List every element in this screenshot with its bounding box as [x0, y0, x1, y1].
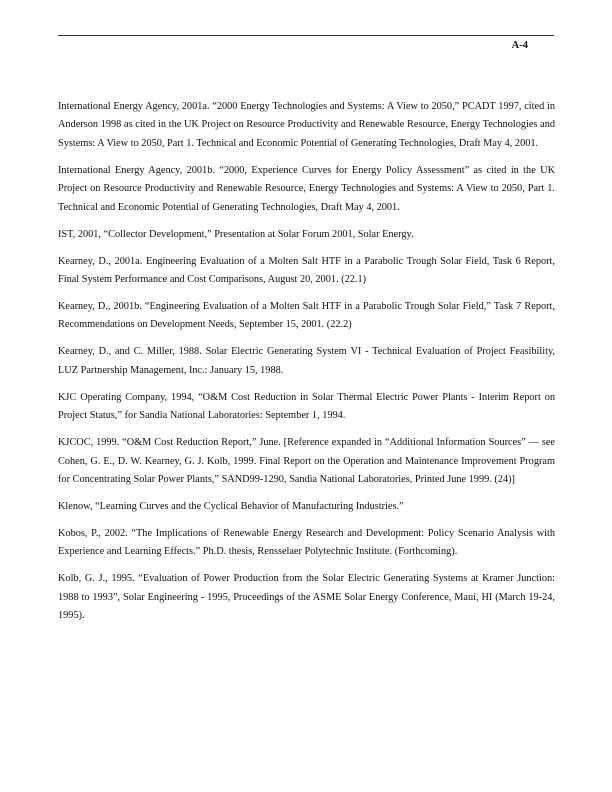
page-number: A-4 [511, 40, 528, 51]
reference-kobos-2002: Kobos, P., 2002. “The Implications of Renewable Energy Research and Development: Policy Scenario Analysis with Experience and Learning Effects.” Ph.D. thesis, Rensselaer Polytechnic Institute. (Forthcoming). [58, 528, 555, 558]
reference-kjc-1994: KJC Operating Company, 1994, “O&M Cost Reduction in Solar Thermal Electric Power Plants - Interim Report on Project Status,” for Sandia National Laboratories: September 1, 1994. [58, 391, 555, 422]
reference-kearney-miller-1988: Kearney, D., and C. Miller, 1988. Solar Electric Generating System VI - Technical Evaluation of Project Feasibility, LUZ Partnership Management, Inc.: January 15, 1988. [58, 346, 555, 376]
reference-iea-2001b: International Energy Agency, 2001b. “2000, Experience Curves for Energy Policy Assessment” as cited in the UK Project on Resource Productivity and Renewable Resource, Energy Technologies and Systems: A View to 2050, Part 1. Technical and Economic Potential of Generating Technologies, Draft May 4, 2001. [58, 164, 555, 213]
reference-ist-2001: IST, 2001, “Collector Development,” Presentation at Solar Forum 2001, Solar Energy. [58, 228, 414, 240]
reference-kjcoc-1999: KJCOC, 1999. “O&M Cost Reduction Report,” June. [Reference expanded in “Additional Information Sources” — see Cohen, G. E., D. W. Kearney, G. J. Kolb, 1999. Final Report on the Operation and Maintenance Improvement Program for Concentrating Solar Power Plants,” SAND99-1290, Sandia National Laboratories, Printed June 1999. (24)] [58, 437, 555, 486]
reference-kearney-2001b: Kearney, D., 2001b. “Engineering Evaluation of a Molten Salt HTF in a Parabolic Trough Solar Field,” Task 7 Report, Recommendations on Development Needs, September 15, 2001. (22.2) [58, 301, 555, 331]
reference-kolb-1995: Kolb, G. J., 1995. “Evaluation of Power Production from the Solar Electric Generating Systems at Kramer Junction: 1988 to 1993”, Solar Engineering - 1995, Proceedings of the ASME Solar Energy Conference, Maui, HI (March 19-24, 1995). [58, 573, 555, 622]
reference-list [58, 98, 555, 634]
header-rule [58, 35, 554, 36]
reference-iea-2001a: International Energy Agency, 2001a. “2000 Energy Technologies and Systems: A View to 2050,” PCADT 1997, cited in Anderson 1998 as cited in the UK Project on Resource Productivity and Renewable Resource, Energy Technologies and Systems: A View to 2050, Part 1. Technical and Economic Potential of Generating Technologies, Draft May 4, 2001. [58, 101, 555, 149]
reference-klenow: Klenow, “Learning Curves and the Cyclical Behavior of Manufacturing Industries.” [58, 501, 404, 513]
reference-kearney-2001a: Kearney, D., 2001a. Engineering Evaluation of a Molten Salt HTF in a Parabolic Trough Solar Field, Task 6 Report, Final System Performance and Cost Comparisons, August 20, 2001. (22.1) [58, 255, 555, 286]
